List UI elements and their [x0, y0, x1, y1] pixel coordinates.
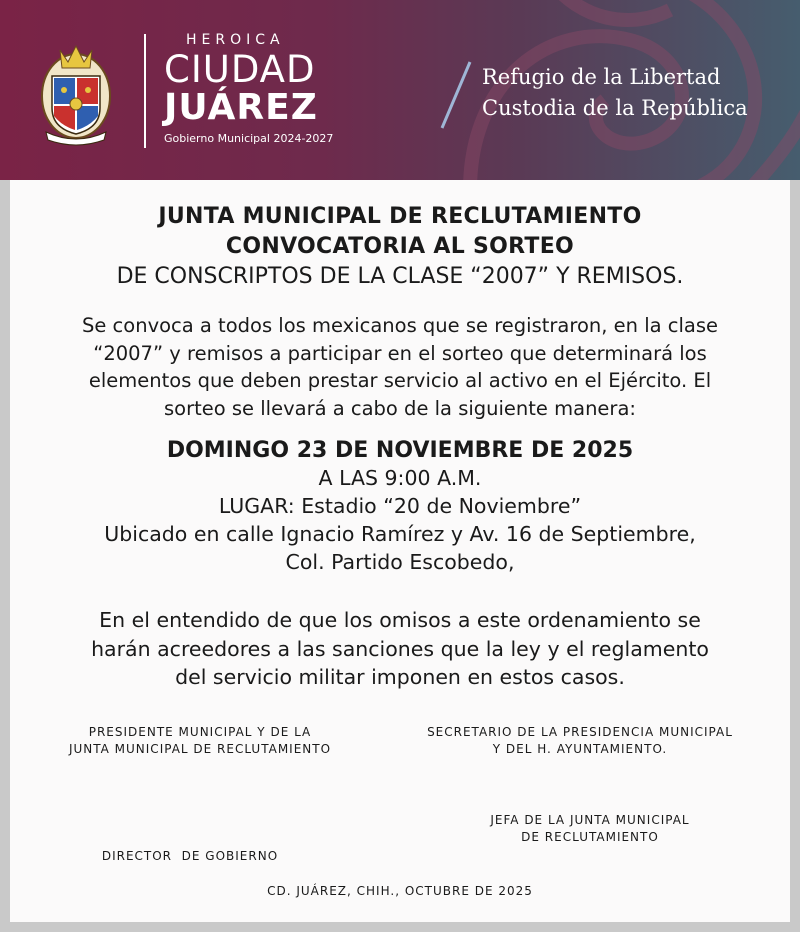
signature-presidente: [30, 724, 370, 758]
motto-line-1: Refugio de la Libertad: [482, 65, 721, 89]
header-divider: [144, 34, 146, 148]
gobierno-label: Gobierno Municipal 2024-2027: [164, 132, 334, 145]
intro-line-2: “2007” y remisos a participar en el sorteo que determinará los: [93, 341, 707, 365]
ciudad-label: CIUDAD: [164, 48, 316, 91]
intro-line-4: sorteo se llevará a cabo de la siguiente manera:: [164, 396, 636, 420]
signature-line: SECRETARIO DE LA PRESIDENCIA MUNICIPAL: [427, 725, 733, 739]
intro-paragraph: [10, 312, 790, 422]
title-line-1: JUNTA MUNICIPAL DE RECLUTAMIENTO: [158, 204, 642, 229]
event-address: Ubicado en calle Ignacio Ramírez y Av. 16 de Septiembre,: [104, 522, 696, 546]
event-place: LUGAR: Estadio “20 de Noviembre”: [218, 494, 582, 518]
signature-secretario: [390, 724, 770, 758]
warning-line-3: del servicio militar imponen en estos casos.: [175, 665, 625, 689]
warning-line-1: En el entendido de que los omisos a este ordenamiento se: [99, 608, 701, 632]
issue-place-date: CD. JUÁREZ, CHIH., OCTUBRE DE 2025: [267, 884, 533, 898]
signature-line: DE RECLUTAMIENTO: [521, 830, 659, 844]
event-date: DOMINGO 23 DE NOVIEMBRE DE 2025: [166, 438, 634, 463]
header-banner: [0, 0, 800, 180]
signature-line: JEFA DE LA JUNTA MUNICIPAL: [490, 813, 690, 827]
juarez-label: JUÁREZ: [164, 87, 318, 128]
signature-line: PRESIDENTE MUNICIPAL Y DE LA: [88, 725, 312, 739]
event-time: A LAS 9:00 A.M.: [318, 466, 482, 490]
title-line-2: CONVOCATORIA AL SORTEO: [225, 234, 575, 259]
intro-line-3: elementos que deben prestar servicio al activo en el Ejército. El: [88, 369, 712, 392]
signature-jefa: [410, 812, 770, 846]
intro-line-1: Se convoca a todos los mexicanos que se registraron, en la clase: [81, 314, 719, 337]
city-logo: [164, 32, 333, 145]
notice-subtitle: DE CONSCRIPTOS DE LA CLASE “2007” Y REMISOS.: [116, 264, 684, 289]
notice-card: [10, 180, 790, 922]
city-coat-of-arms: [38, 36, 114, 146]
slash-divider: [436, 60, 476, 130]
warning-line-2: harán acreedores a las sanciones que la ley y el reglamento: [91, 636, 709, 661]
signature-line: DIRECTOR DE GOBIERNO: [101, 849, 279, 863]
warning-paragraph: [10, 606, 790, 692]
heroica-label: HEROICA: [186, 32, 285, 48]
notice-title: [10, 202, 790, 262]
signature-line: JUNTA MUNICIPAL DE RECLUTAMIENTO: [68, 742, 332, 756]
city-motto: [482, 62, 748, 124]
event-colonia: Col. Partido Escobedo,: [285, 550, 515, 574]
motto-line-2: Custodia de la República: [482, 96, 748, 120]
signature-line: Y DEL H. AYUNTAMIENTO.: [492, 742, 668, 756]
